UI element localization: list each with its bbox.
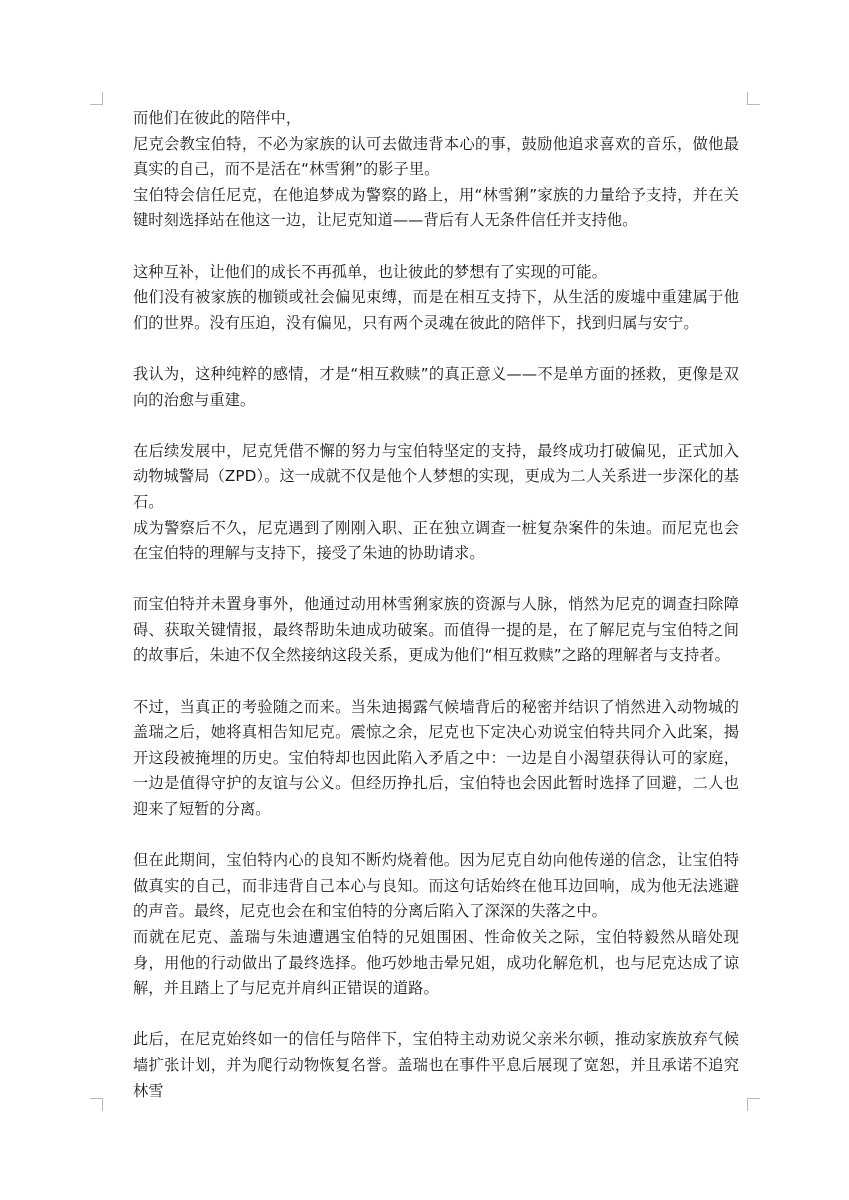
- paragraph: 而宝伯特并未置身事外，他通过动用林雪猁家族的资源与人脉，悄然为尼克的调查扫除障碍、获取关键情报，最终帮助朱迪成功破案。而值得一提的是，在了解尼克与宝伯特之间的故事后，朱迪不仅全然接纳这段关系，更成为他们“相互救赎”之路的理解者与支持者。: [133, 595, 739, 665]
- paragraph-gap: [133, 823, 739, 849]
- crop-mark-top-right: [747, 92, 760, 105]
- paragraph: 在后续发展中，尼克凭借不懈的努力与宝伯特坚定的支持，最终成功打破偏见，正式加入动物城警局（ZPD）。这一成就不仅是他个人梦想的实现，更成为二人关系进一步深化的基石。: [133, 441, 739, 511]
- paragraph: 宝伯特会信任尼克，在他追梦成为警察的路上，用“林雪猁”家族的力量给予支持，并在关键时刻选择站在他这一边，让尼克知道——背后有人无条件信任并支持他。: [133, 185, 739, 230]
- paragraph: 此后，在尼克始终如一的信任与陪伴下，宝伯特主动劝说父亲米尔顿，推动家族放弃气候墙扩张计划，并为爬行动物恢复名誉。盖瑞也在事件平息后展现了宽恕，并且承诺不追究林雪: [133, 1030, 739, 1100]
- paragraph-gap: [133, 413, 739, 439]
- paragraph: 不过，当真正的考验随之而来。当朱迪揭露气候墙背后的秘密并结识了悄然进入动物城的盖瑞之后，她将真相告知尼克。震惊之余，尼克也下定决心劝说宝伯特共同介入此案，揭开这段被掩埋的历史。宝伯特却也因此陷入矛盾之中：一边是自小渴望获得认可的家庭，一边是值得守护的友谊与公义。但经历挣扎后，宝伯特也会因此暂时选择了回避，二人也迎来了短暂的分离。: [133, 697, 739, 819]
- paragraph: 尼克会教宝伯特，不必为家族的认可去做违背本心的事，鼓励他追求喜欢的音乐，做他最真实的自己，而不是活在“林雪猁”的影子里。: [133, 134, 739, 179]
- paragraph-gap: [133, 669, 739, 695]
- crop-mark-top-left: [90, 92, 103, 105]
- paragraph: 成为警察后不久，尼克遇到了刚刚入职、正在独立调查一桩复杂案件的朱迪。而尼克也会在宝伯特的理解与支持下，接受了朱迪的协助请求。: [133, 518, 739, 563]
- crop-mark-bottom-right: [747, 1098, 760, 1111]
- paragraph-gap: [133, 1002, 739, 1028]
- paragraph-gap: [133, 234, 739, 260]
- paragraph: 这种互补，让他们的成长不再孤单，也让彼此的梦想有了实现的可能。: [133, 262, 607, 281]
- paragraph-gap: [133, 567, 739, 593]
- paragraph: 我认为，这种纯粹的感情，才是“相互救赎”的真正意义——不是单方面的拯救，更像是双向的治愈与重建。: [133, 364, 739, 409]
- paragraph: 他们没有被家族的枷锁或社会偏见束缚，而是在相互支持下，从生活的废墟中重建属于他们的世界。没有压迫，没有偏见，只有两个灵魂在彼此的陪伴下，找到归属与安宁。: [133, 288, 739, 332]
- paragraph: 而他们在彼此的陪伴中，: [133, 109, 302, 127]
- document-body: [133, 106, 739, 1104]
- paragraph: 但在此期间，宝伯特内心的良知不断灼烧着他。因为尼克自幼向他传递的信念，让宝伯特做真实的自己，而非违背自己本心与良知。而这句话始终在他耳边回响，成为他无法逃避的声音。最终，尼克也会在和宝伯特的分离后陷入了深深的失落之中。: [133, 851, 739, 921]
- paragraph-gap: [133, 336, 739, 362]
- crop-mark-bottom-left: [90, 1098, 103, 1111]
- paragraph: 而就在尼克、盖瑞与朱迪遭遇宝伯特的兄姐围困、性命攸关之际，宝伯特毅然从暗处现身，用他的行动做出了最终选择。他巧妙地击晕兄姐，成功化解危机，也与尼克达成了谅解，并且踏上了与尼克并肩纠正错误的道路。: [133, 928, 739, 998]
